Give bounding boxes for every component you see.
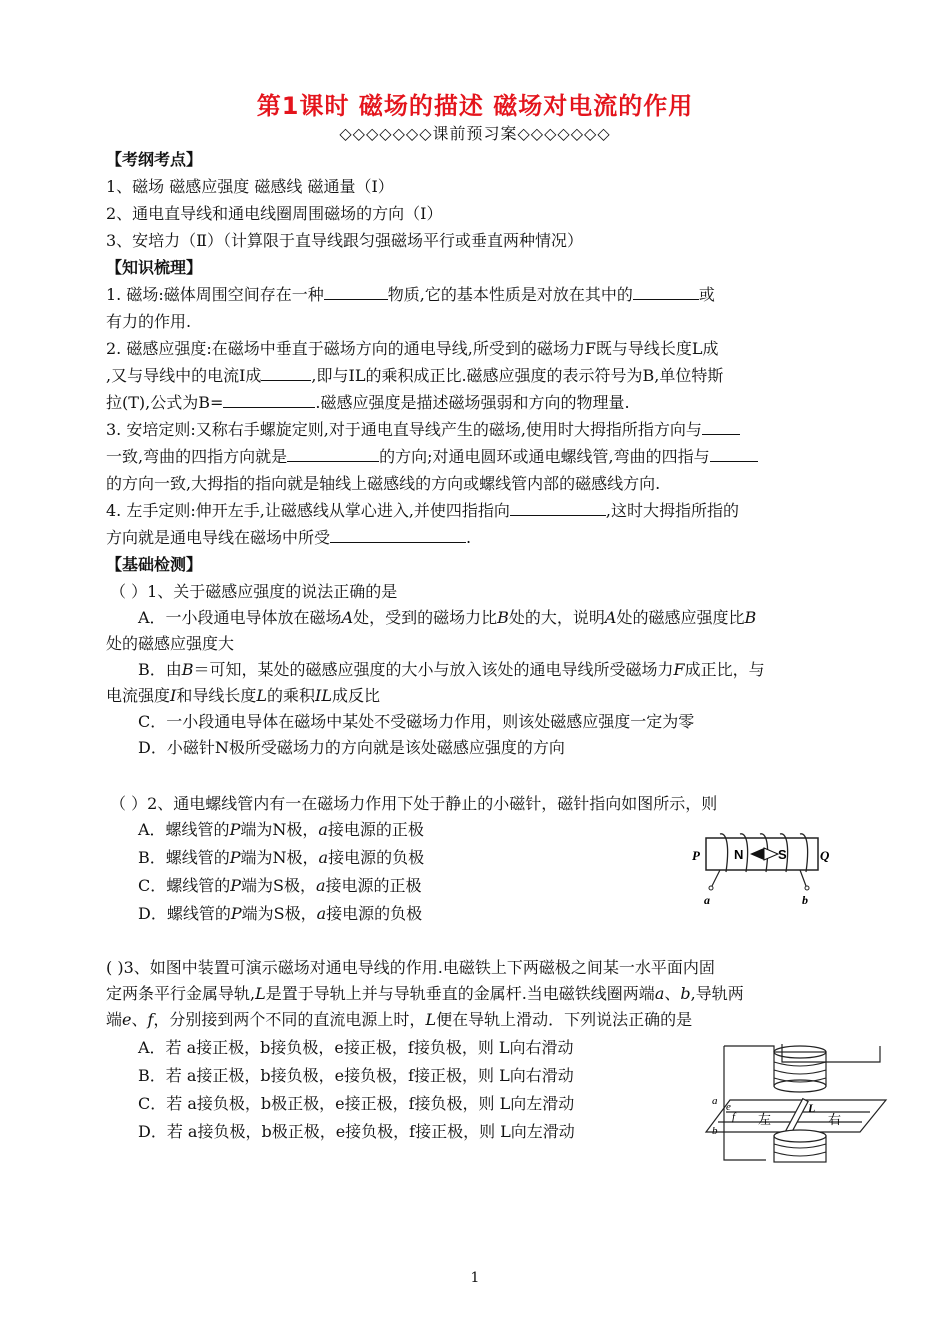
q-end-label: Q — [820, 848, 830, 863]
var: P — [229, 820, 241, 839]
terminal-e-label: e — [726, 1101, 731, 1113]
knowledge-item-1-cont: 有力的作用. — [106, 312, 192, 331]
knowledge-item-3-cont: 的方向一致,大拇指的指向就是轴线上磁感线的方向或螺线管内部的磁感线方向. — [106, 474, 661, 493]
var: a — [316, 904, 327, 923]
text: A．螺线管的 — [138, 820, 230, 839]
knowledge-item-2-cont — [106, 366, 723, 386]
terminal-f-label: f — [732, 1111, 736, 1123]
text: 4. 左手定则:伸开左手,让磁感线从掌心进入,并使四指指向 — [106, 501, 510, 520]
q1-option-a — [138, 608, 756, 628]
var: I — [170, 686, 177, 705]
page-subtitle: ◇◇◇◇◇◇◇课前预习案◇◇◇◇◇◇◇ — [339, 124, 611, 143]
text: 端 — [106, 1010, 123, 1029]
var: A — [341, 608, 354, 627]
var: B — [181, 660, 194, 679]
q1-stem: （ ）1、关于磁感应强度的说法正确的是 — [110, 582, 398, 601]
text: 的方向;对通电圆环或通电螺线管,弯曲的四指与 — [379, 447, 710, 466]
text: 一致,弯曲的四指方向就是 — [106, 447, 288, 466]
fill-blank — [510, 501, 606, 516]
q3-option-d: D．若 a接负极，b极正极，e接负极，f接正极，则 L向左滑动 — [138, 1122, 575, 1141]
text: ,又与导线中的电流I成 — [106, 366, 262, 385]
terminal-b-label: b — [712, 1125, 718, 1137]
q3-stem: ( )3、如图中装置可演示磁场对通电导线的作用.电磁铁上下两磁极之间某一水平面内固 — [106, 958, 715, 977]
text: 方向就是通电导线在磁场中所受 — [106, 528, 331, 547]
q3-stem-cont — [106, 1010, 692, 1030]
fill-blank — [633, 285, 699, 300]
text: 处的大，说明 — [508, 608, 605, 627]
fill-blank — [223, 393, 315, 408]
q2-option-d — [138, 904, 422, 924]
terminal-a-label: a — [712, 1095, 718, 1107]
q3-stem-cont — [106, 984, 744, 1004]
text: ＝可知，某处的磁感应强度的大小与放入该处的通电导线所受磁场力 — [193, 660, 674, 679]
var: L — [255, 984, 266, 1003]
left-label: 左 — [758, 1113, 772, 1128]
text: A．一小段通电导体放在磁场 — [138, 608, 342, 627]
knowledge-item-4-cont — [106, 528, 471, 548]
page-number: 1 — [470, 1270, 480, 1286]
var: L — [256, 686, 267, 705]
q1-option-b-cont — [106, 686, 380, 706]
knowledge-item-2: 2. 磁感应强度:在磁场中垂直于磁场方向的通电导线,所受到的磁场力F既与导线长度L成 — [106, 339, 719, 358]
var: a — [654, 984, 665, 1003]
electromagnet-figure — [700, 1040, 890, 1175]
text: ,即与IL的乘积成正比.磁感应强度的表示符号为B,单位特斯 — [311, 366, 724, 385]
n-pole-label: N — [734, 847, 744, 862]
text: 成反比 — [331, 686, 380, 705]
text: 和导线长度 — [176, 686, 257, 705]
var: P — [229, 848, 241, 867]
text: 端为S极， — [241, 904, 317, 923]
section-syllabus: 【考纲考点】 — [106, 150, 203, 169]
knowledge-item-1 — [106, 285, 715, 305]
q2-option-a — [138, 820, 424, 840]
syllabus-item: 1、磁场 磁感应强度 磁感线 磁通量（Ⅰ） — [106, 177, 394, 196]
text: ,这时大拇指所指的 — [605, 501, 740, 520]
q1-option-d: D．小磁针N极所受磁场力的方向就是该处磁感应强度的方向 — [138, 738, 565, 757]
text: 便在导轨上滑动．下列说法正确的是 — [436, 1010, 693, 1029]
text: 端为N极， — [240, 820, 319, 839]
text: B．螺线管的 — [138, 848, 230, 867]
var: B — [744, 608, 757, 627]
section-basic-check: 【基础检测】 — [106, 555, 203, 574]
text: ，分别接到两个不同的直流电源上时， — [153, 1010, 426, 1029]
q2-option-b — [138, 848, 424, 868]
text: 或 — [698, 285, 715, 304]
s-pole-label: S — [778, 847, 787, 862]
text: ,导轨两 — [690, 984, 744, 1003]
rod-l-label: L — [808, 1101, 816, 1115]
q3-option-a: A．若 a接正极，b接负极，e接正极，f接负极，则 L向右滑动 — [138, 1038, 574, 1057]
var: P — [230, 904, 242, 923]
q3-option-c: C．若 a接负极，b极正极，e接正极，f接负极，则 L向左滑动 — [138, 1094, 575, 1113]
syllabus-item: 3、安培力（Ⅱ）（计算限于直导线跟匀强磁场平行或垂直两种情况） — [106, 231, 584, 250]
page-title: 第1课时 磁场的描述 磁场对电流的作用 — [256, 92, 694, 120]
var: F — [673, 660, 685, 679]
var: f — [147, 1010, 154, 1029]
text: 处的磁感应强度比 — [616, 608, 745, 627]
knowledge-item-3-cont — [106, 447, 758, 467]
text: 接电源的正极 — [327, 820, 424, 839]
var: IL — [315, 686, 332, 705]
text: 的乘积 — [266, 686, 315, 705]
section-knowledge: 【知识梳理】 — [106, 258, 203, 277]
text: 接电源的负极 — [328, 848, 425, 867]
var: b — [680, 984, 691, 1003]
knowledge-item-2-cont — [106, 393, 630, 413]
text: B．由 — [138, 660, 182, 679]
fill-blank — [330, 528, 466, 543]
fill-blank — [702, 420, 740, 435]
text: 物质,它的基本性质是对放在其中的 — [387, 285, 633, 304]
var: A — [604, 608, 617, 627]
text: 处，受到的磁场力比 — [353, 608, 498, 627]
q2-stem: （ ）2、通电螺线管内有一在磁场力作用下处于静止的小磁针，磁针指向如图所示，则 — [110, 794, 718, 813]
fill-blank — [261, 366, 311, 381]
var: P — [230, 876, 242, 895]
terminal-b-label: b — [802, 893, 808, 907]
text: D．螺线管的 — [138, 904, 231, 923]
syllabus-item: 2、通电直导线和通电线圈周围磁场的方向（Ⅰ） — [106, 204, 443, 223]
terminal-a-label: a — [704, 893, 710, 907]
text: . — [466, 528, 472, 547]
q3-option-b: B．若 a接正极，b接负极，e接负极，f接正极，则 L向右滑动 — [138, 1066, 574, 1085]
text: 、 — [664, 984, 681, 1003]
right-label: 右 — [828, 1113, 842, 1128]
knowledge-item-3 — [106, 420, 740, 440]
text: 电流强度 — [106, 686, 171, 705]
text: 端为S极， — [241, 876, 316, 895]
text: 、 — [131, 1010, 148, 1029]
text: 端为N极， — [240, 848, 319, 867]
q1-option-a-cont: 处的磁感应强度大 — [106, 634, 235, 653]
text: 接电源的负极 — [326, 904, 423, 923]
text: .磁感应强度是描述磁场强弱和方向的物理量. — [315, 393, 630, 412]
fill-blank — [710, 447, 758, 462]
var: a — [315, 876, 326, 895]
text: 拉(T),公式为B= — [106, 393, 224, 412]
p-end-label: P — [692, 848, 700, 863]
var: a — [318, 848, 329, 867]
text: C．螺线管的 — [138, 876, 231, 895]
solenoid-figure — [686, 830, 836, 910]
q1-option-b — [138, 660, 765, 680]
text: 3. 安培定则:又称右手螺旋定则,对于通电直导线产生的磁场,使用时大拇指所指方向与 — [106, 420, 702, 439]
q2-option-c — [138, 876, 422, 896]
var: e — [122, 1010, 132, 1029]
var: B — [497, 608, 509, 627]
fill-blank — [324, 285, 388, 300]
var: L — [425, 1010, 437, 1029]
fill-blank — [287, 447, 379, 462]
text: 成正比，与 — [684, 660, 765, 679]
q1-option-c: C．一小段通电导体在磁场中某处不受磁场力作用，则该处磁感应强度一定为零 — [138, 712, 695, 731]
knowledge-item-4 — [106, 501, 739, 521]
text: 1. 磁场:磁体周围空间存在一种 — [106, 285, 324, 304]
text: 定两条平行金属导轨, — [106, 984, 256, 1003]
text: 是置于导轨上并与导轨垂直的金属杆.当电磁铁线圈两端 — [265, 984, 655, 1003]
var: a — [318, 820, 328, 839]
text: 接电源的正极 — [325, 876, 422, 895]
